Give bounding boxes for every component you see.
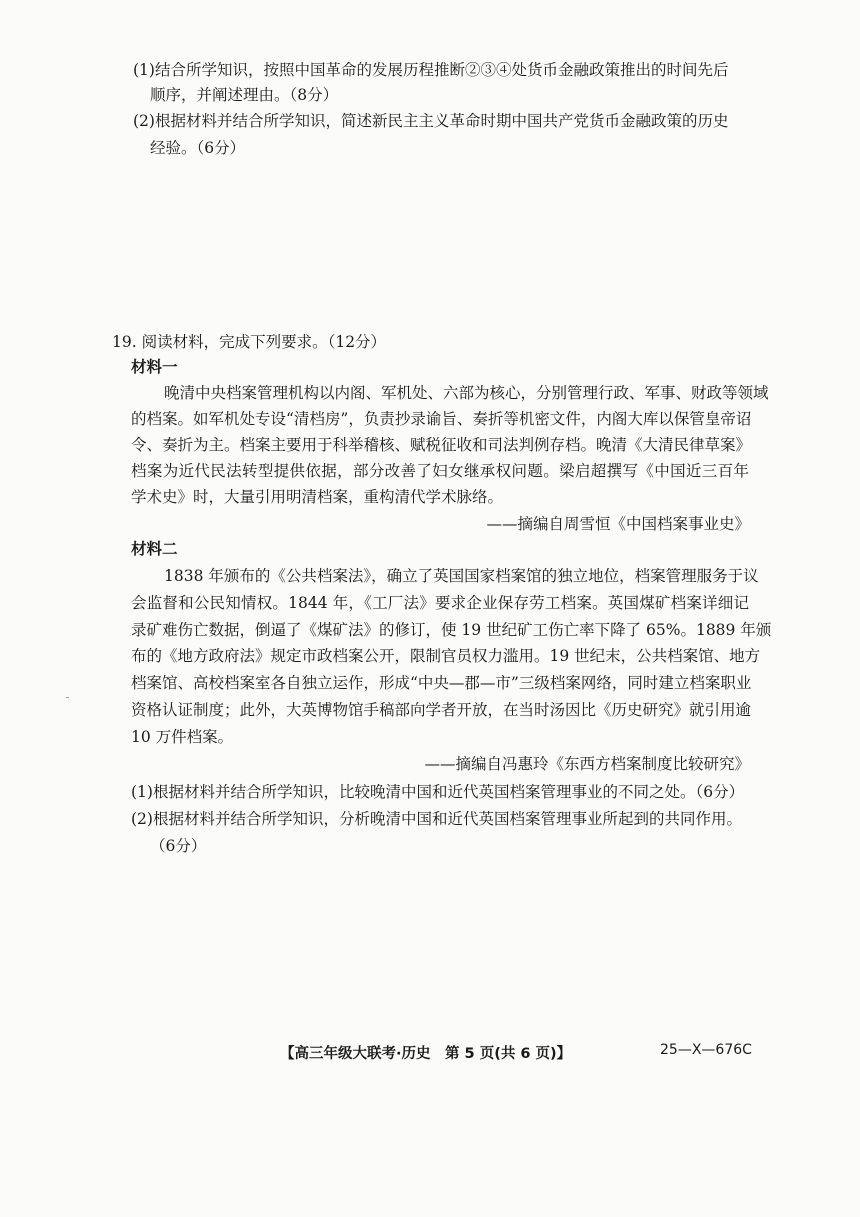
- material-2-line: 录矿难伤亡数据，倒逼了《煤矿法》的修订，使 19 世纪矿工伤亡率下降了 65%。1889 年颁: [131, 621, 772, 639]
- material-2-source: ——摘编自冯惠玲《东西方档案制度比较研究》: [424, 755, 750, 773]
- material-1-line: 学术史》时，大量引用明清档案，重构清代学术脉络。: [131, 488, 504, 506]
- material-1-source: ——摘编自周雪恒《中国档案事业史》: [486, 515, 750, 533]
- requirement-2-line-1: (2)根据材料并结合所学知识，分析晚清中国和近代英国档案管理事业所起到的共同作用。: [131, 810, 742, 828]
- material-2-line: 布的《地方政府法》规定市政档案公开，限制官员权力滥用。19 世纪末，公共档案馆、地方: [131, 647, 761, 665]
- question-1-line-1: (1)结合所学知识，按照中国革命的发展历程推断②③④处货币金融政策推出的时间先后: [133, 61, 729, 79]
- question-19-heading: 19. 阅读材料，完成下列要求。（12分）: [112, 333, 387, 351]
- material-1-line: 令、奏折为主。档案主要用于科举稽核、赋税征收和司法判例存档。晚清《大清民律草案》: [131, 436, 752, 454]
- material-2-title: 材料二: [131, 540, 178, 558]
- scan-speck: [66, 697, 69, 698]
- material-2-line: 1838 年颁布的《公共档案法》，确立了英国国家档案馆的独立地位，档案管理服务于议: [164, 567, 759, 585]
- question-1-line-2: 顺序，并阐述理由。（8分）: [150, 86, 339, 104]
- question-2-line-1: (2)根据材料并结合所学知识，简述新民主主义革命时期中国共产党货币金融政策的历史: [133, 112, 729, 130]
- exam-code: 25—X—676C: [660, 1042, 752, 1058]
- page-footer: 【高三年级大联考·历史 第 5 页(共 6 页)】: [280, 1046, 572, 1062]
- requirement-1: (1)根据材料并结合所学知识，比较晚清中国和近代英国档案管理事业的不同之处。（6分）: [131, 783, 745, 801]
- question-2-line-2: 经验。（6分）: [150, 139, 246, 157]
- material-1-title: 材料一: [131, 358, 178, 376]
- material-2-line: 10 万件档案。: [131, 728, 234, 746]
- material-1-line: 的档案。如军机处专设“清档房”，负责抄录谕旨、奏折等机密文件，内阁大库以保管皇帝诏: [131, 410, 752, 428]
- material-2-line: 资格认证制度；此外，大英博物馆手稿部向学者开放，在当时汤因比《历史研究》就引用逾: [131, 701, 752, 719]
- material-1-line: 晚清中央档案管理机构以内阁、军机处、六部为核心，分别管理行政、军事、财政等领域: [164, 384, 769, 402]
- material-1-line: 档案为近代民法转型提供依据，部分改善了妇女继承权问题。梁启超撰写《中国近三百年: [131, 462, 749, 480]
- requirement-2-line-2: （6分）: [150, 837, 207, 855]
- material-2-line: 会监督和公民知情权。1844 年，《工厂法》要求企业保存劳工档案。英国煤矿档案详细记: [131, 594, 749, 612]
- material-2-line: 档案馆、高校档案室各自独立运作，形成“中央—郡—市”三级档案网络，同时建立档案职业: [131, 674, 752, 692]
